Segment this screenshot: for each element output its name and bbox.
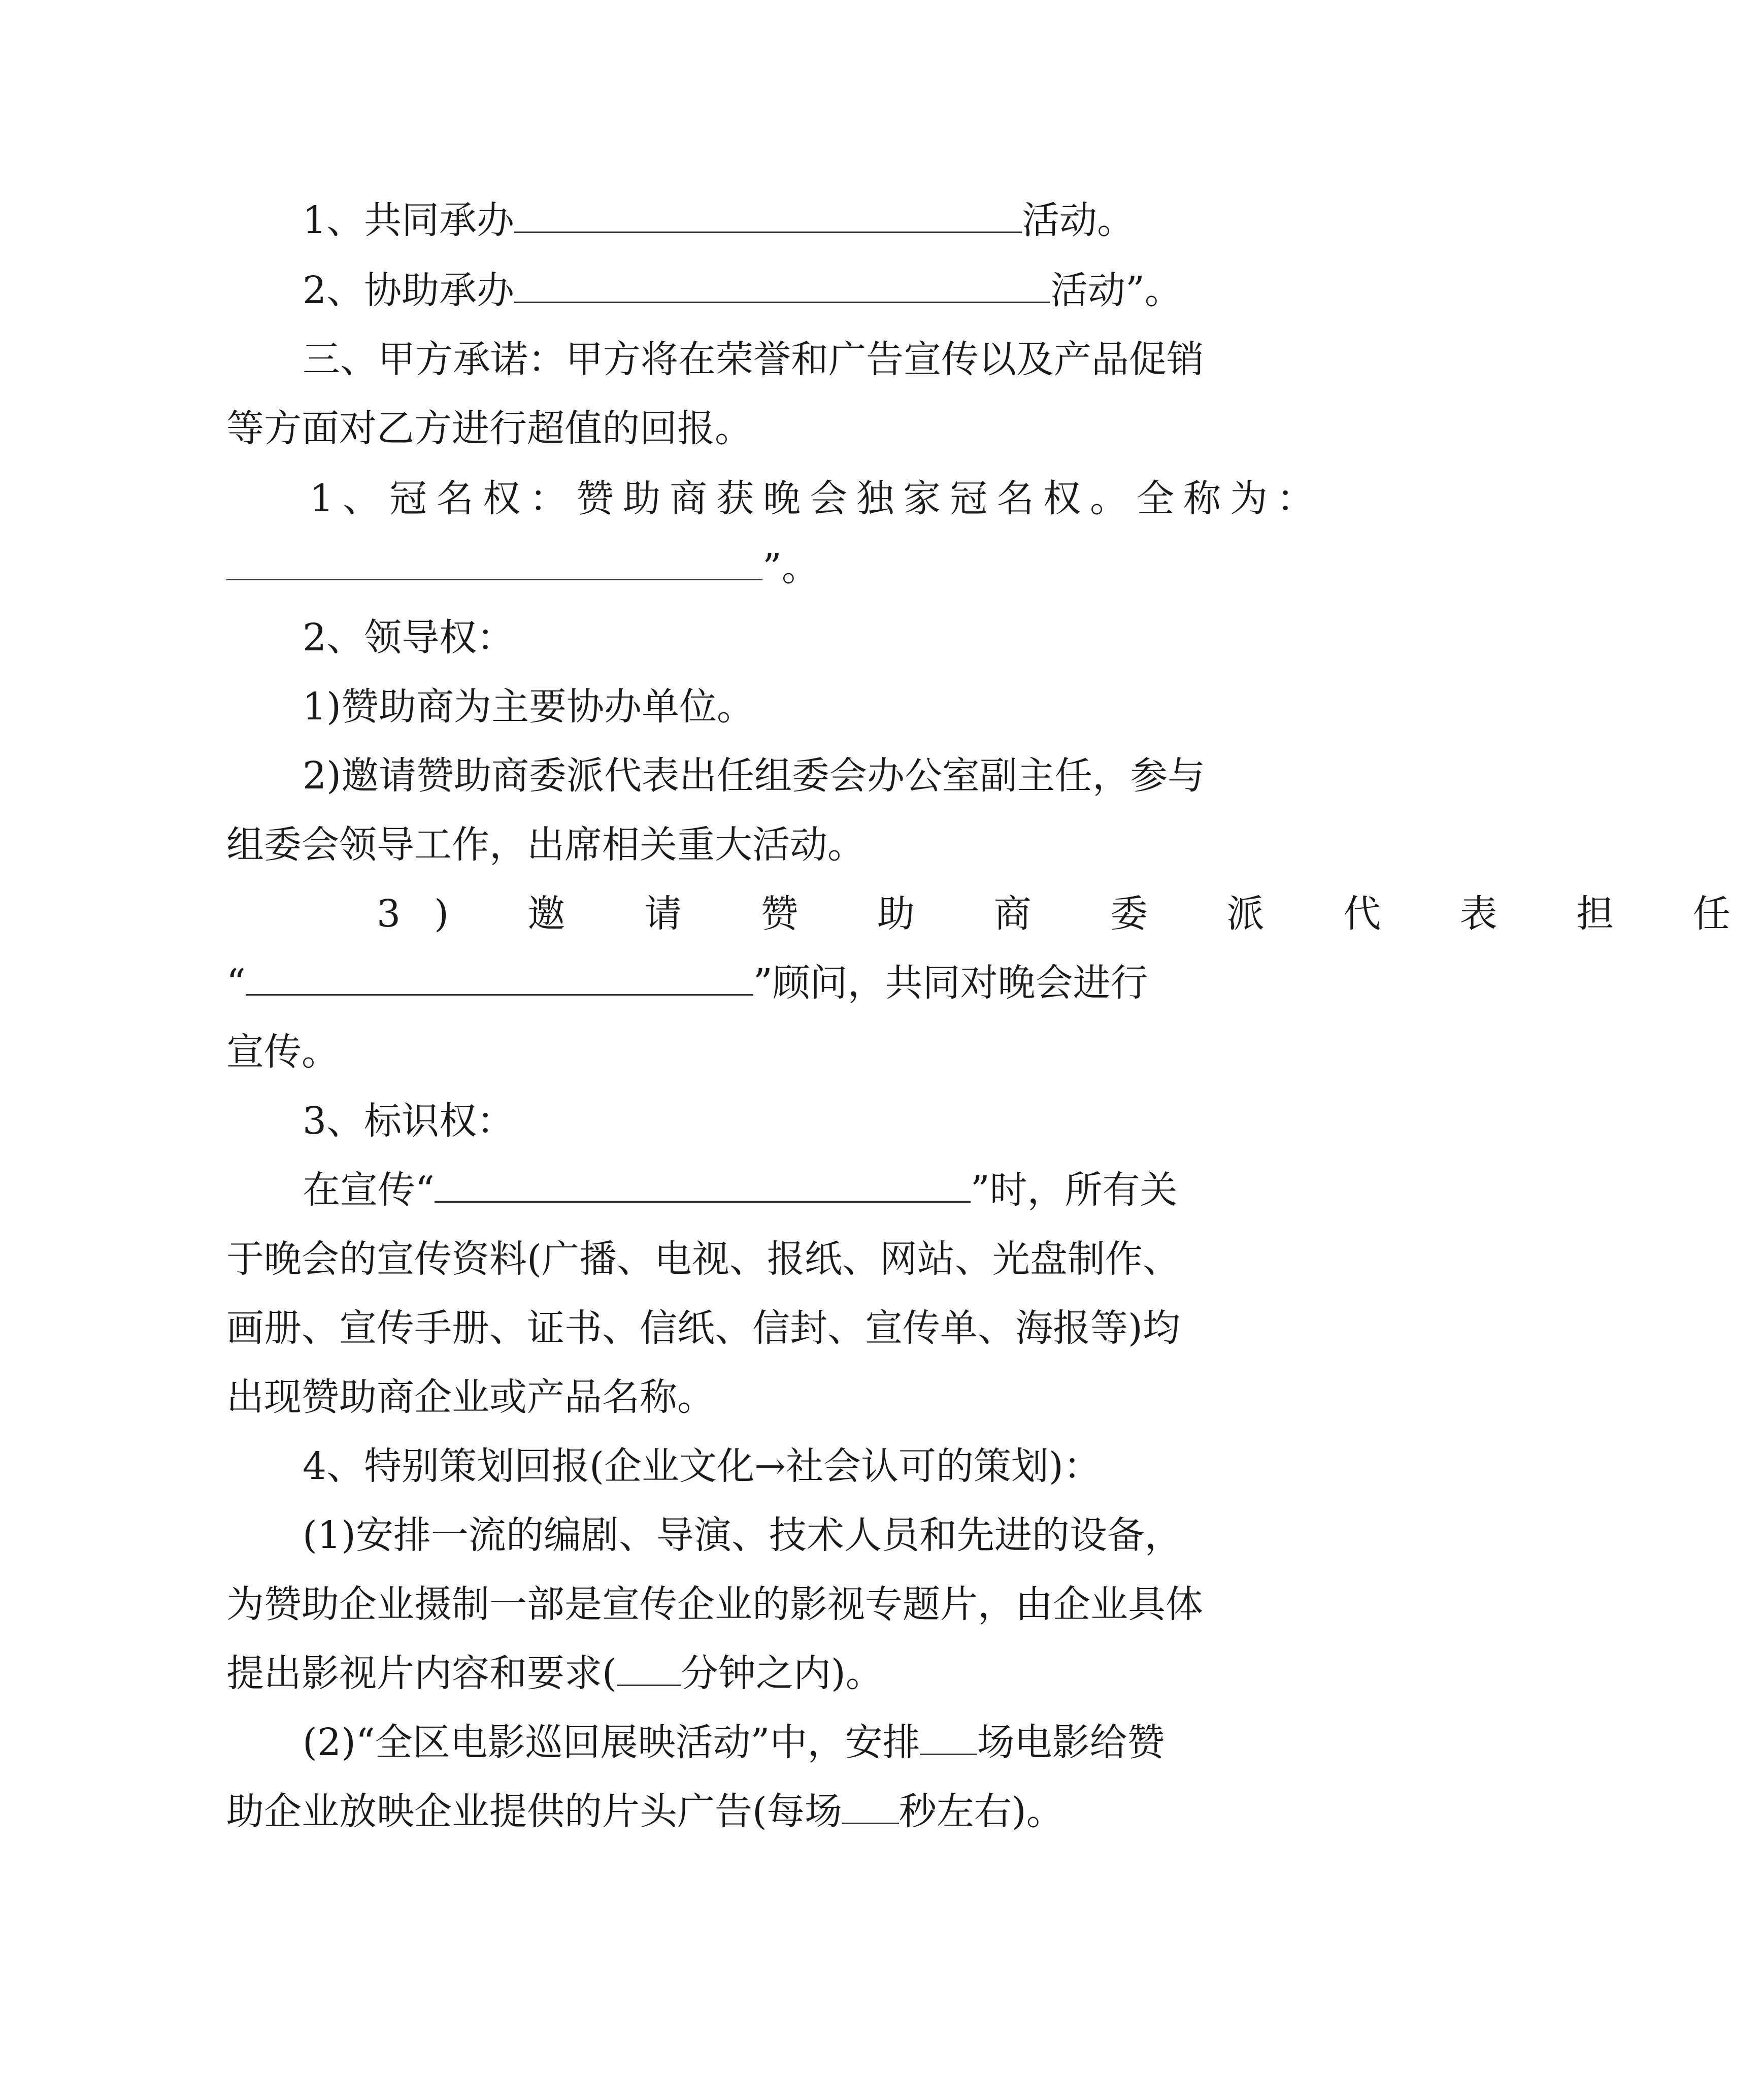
clause-co-organize-text: 1、共同承办 (303, 199, 515, 242)
advisor-line (226, 959, 1148, 1007)
screening-text-end: 场电影给赞 (977, 1721, 1165, 1764)
paragraph-line: 为赞助企业摄制一部是宣传企业的影视专题片，由企业具体 (226, 1582, 1203, 1626)
advisor-text: ”顾问，共同对晚会进行 (753, 961, 1148, 1005)
minutes-text-end: 分钟之内)。 (680, 1652, 883, 1695)
minutes-line (226, 1649, 883, 1698)
screening-line (303, 1718, 1164, 1767)
fill-blank (842, 1792, 899, 1824)
identity-line (303, 1166, 1178, 1214)
minutes-text: 提出影视片内容和要求( (226, 1652, 617, 1695)
list-item: 1)赞助商为主要协办单位。 (303, 685, 754, 729)
ad-seconds-text-end: 秒左右)。 (898, 1790, 1064, 1833)
paragraph-line: 宣传。 (226, 1030, 339, 1074)
paragraph-line: 于晚会的宣传资料(广播、电视、报纸、网站、光盘制作、 (226, 1237, 1180, 1281)
clause-special-planning: 4、特别策划回报(企业文化→社会认可的策划)： (303, 1444, 1101, 1488)
clause-naming-right: 1、冠名权：赞助商获晚会独家冠名权。全称为： (310, 477, 1324, 520)
list-item: 2)邀请赞助商委派代表出任组委会办公室副主任，参与 (303, 754, 1205, 798)
clause-identity-right: 3、标识权： (303, 1099, 515, 1143)
fill-blank (920, 1723, 977, 1755)
list-item: (1)安排一流的编剧、导演、技术人员和先进的设备， (303, 1513, 1182, 1557)
list-item: 3) 邀 请 赞 助 商 委 派 代 表 担 任 (377, 892, 1764, 936)
paragraph-line: 出现赞助商企业或产品名称。 (226, 1375, 715, 1419)
section-party-a-commitment: 三、甲方承诺：甲方将在荣誉和广告宣传以及产品促销 (303, 338, 1204, 381)
screening-text: (2)“全区电影巡回展映活动”中，安排 (303, 1721, 920, 1764)
clause-co-organize-end: 活动。 (1022, 199, 1135, 242)
fill-blank (226, 548, 762, 580)
fill-blank (435, 1171, 971, 1203)
naming-right-end: ”。 (762, 546, 819, 589)
naming-right-fill (226, 543, 819, 592)
clause-assist-organize-text: 2、协助承办 (303, 269, 515, 312)
ad-seconds-line (226, 1787, 1064, 1836)
fill-blank (246, 964, 753, 996)
paragraph-line: 组委会领导工作，出席相关重大活动。 (226, 823, 865, 867)
fill-blank (514, 271, 1050, 303)
advisor-open-quote: “ (226, 961, 246, 1005)
clause-co-organize (303, 196, 1135, 245)
clause-assist-organize (303, 266, 1182, 315)
identity-text: 在宣传“ (303, 1168, 435, 1212)
clause-assist-organize-end: 活动”。 (1050, 269, 1182, 312)
fill-blank (514, 201, 1022, 233)
fill-blank (617, 1654, 681, 1686)
paragraph-line: 等方面对乙方进行超值的回报。 (226, 407, 752, 450)
paragraph-line: 画册、宣传手册、证书、信纸、信封、宣传单、海报等)均 (226, 1306, 1180, 1350)
clause-leadership-right: 2、领导权： (303, 616, 515, 659)
ad-seconds-text: 助企业放映企业提供的片头广告(每场 (226, 1790, 842, 1833)
identity-text-end: ”时，所有关 (970, 1168, 1178, 1212)
